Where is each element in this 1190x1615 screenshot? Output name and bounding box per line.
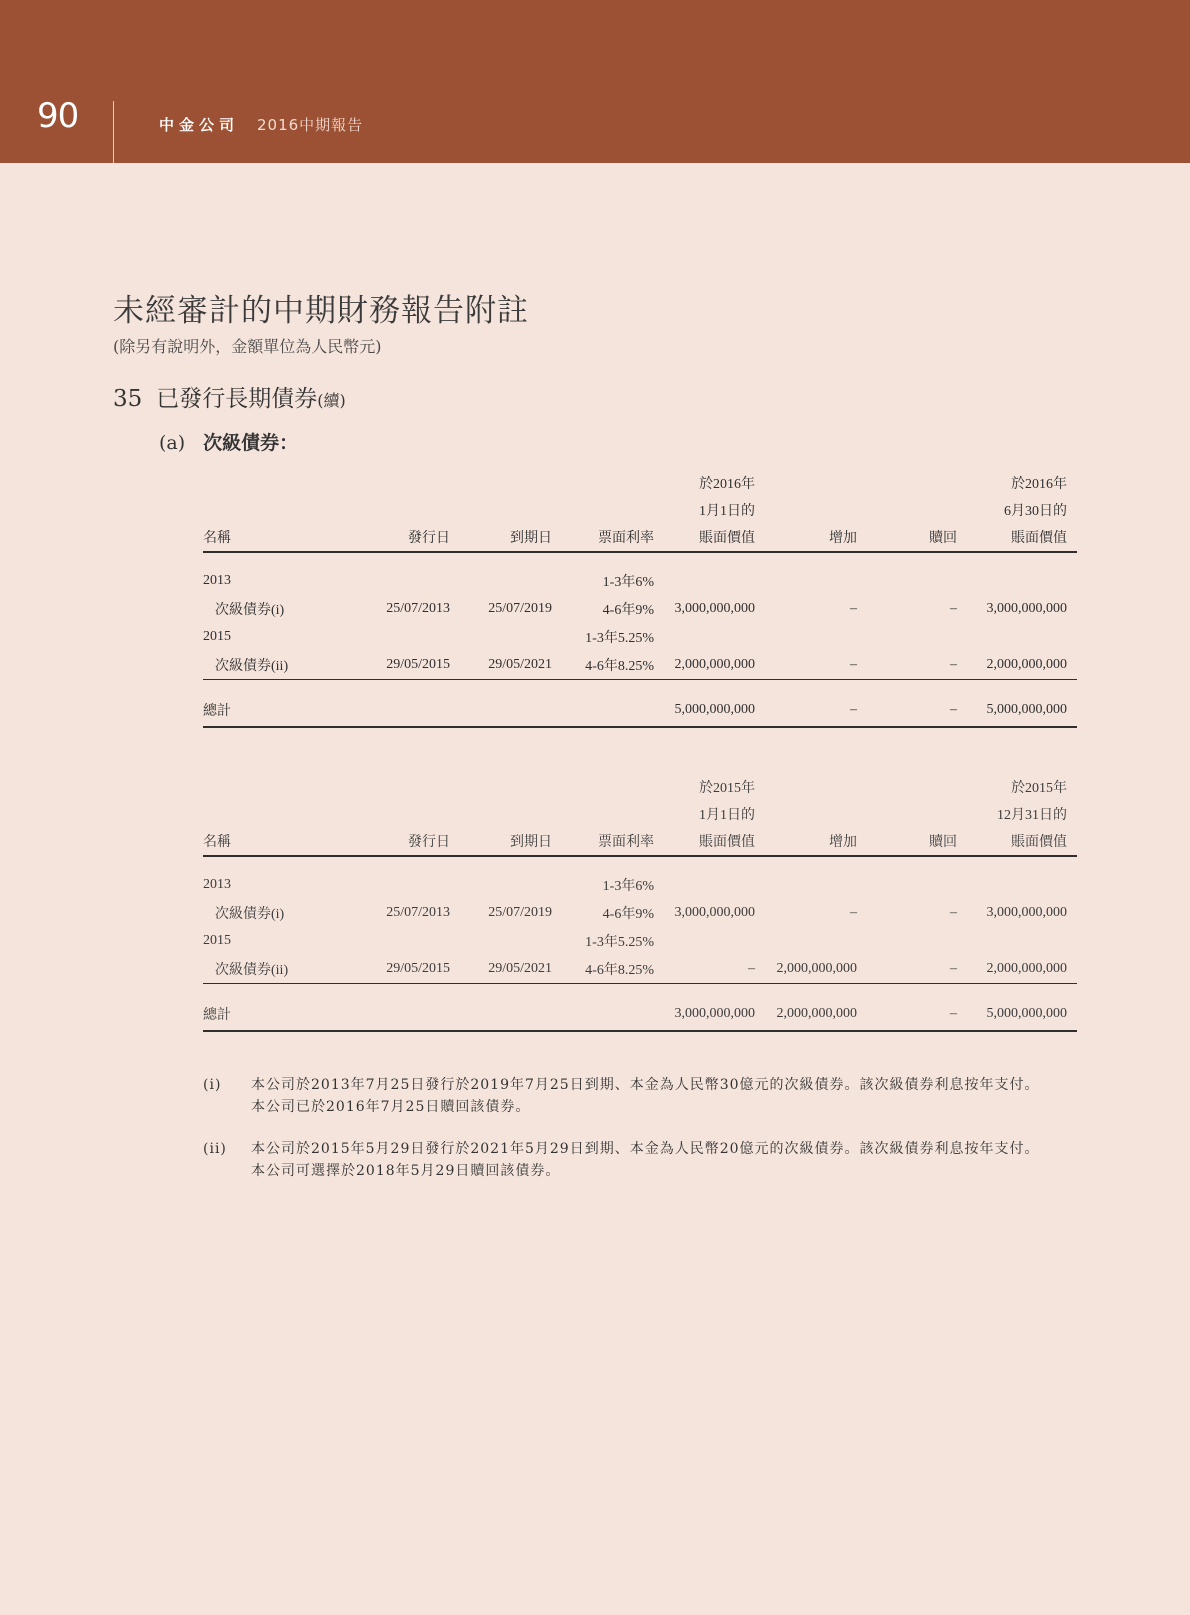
header-row (203, 824, 1077, 856)
table-cell (460, 466, 562, 493)
table-cell: 到期日 (460, 520, 562, 552)
footnote-line: 本公司可選擇於2018年5月29日贖回該債券。 (251, 1163, 561, 1179)
banner-divider (113, 101, 114, 163)
table-cell: 2,000,000,000 (967, 955, 1077, 984)
table-cell: 到期日 (460, 824, 562, 856)
table-cell (364, 567, 460, 595)
table-cell: 賬面價值 (664, 520, 765, 552)
table-cell: 12月31日的 (997, 808, 1067, 823)
table-cell (867, 493, 967, 520)
company-name: 中金公司 (159, 116, 240, 134)
table-cell (364, 927, 460, 955)
table-cell: 於2015年 (1011, 781, 1067, 796)
table-cell: 次級債券(i) (215, 907, 285, 922)
footnote-mark: (ii) (203, 1141, 227, 1157)
table-cell (765, 871, 867, 899)
table-cell (765, 770, 867, 797)
table-cell (203, 770, 364, 797)
table-cell: 3,000,000,000 (674, 601, 755, 616)
table-cell: 4-6年8.25% (562, 651, 664, 680)
table-cell (562, 797, 664, 824)
table-cell: 25/07/2019 (488, 905, 552, 920)
table-cell (460, 493, 562, 520)
table-cell: 於2016年 (699, 477, 755, 492)
spacer-row (203, 680, 1077, 695)
section-number: 35 (113, 386, 143, 412)
table-cell (460, 927, 562, 955)
table-cell: 次級債券(i) (215, 603, 285, 618)
table-cell (203, 466, 364, 493)
header-row (203, 466, 1077, 493)
footnote (203, 1138, 1083, 1182)
table-cell: 2013 (203, 877, 231, 892)
table-cell (460, 871, 562, 899)
table-cell: 發行日 (364, 824, 460, 856)
table-cell (967, 927, 1077, 955)
table-cell (765, 493, 867, 520)
table-cell: 5,000,000,000 (967, 998, 1077, 1031)
table-cell: 5,000,000,000 (664, 694, 765, 727)
table-cell (765, 466, 867, 493)
footnote-line: 本公司於2013年7月25日發行於2019年7月25日到期、本金為人民幣30億元的次級債券。該次級債券利息按年支付。 (251, 1077, 1040, 1093)
table-cell: 增加 (765, 520, 867, 552)
subsection-label: (a) (159, 432, 186, 454)
header-row (203, 493, 1077, 520)
table-cell (460, 623, 562, 651)
footnote (203, 1074, 1083, 1118)
table-cell: 25/07/2019 (488, 601, 552, 616)
table-cell (460, 797, 562, 824)
table-cell (364, 797, 460, 824)
table-cell: 5,000,000,000 (967, 694, 1077, 727)
table-cell (867, 623, 967, 651)
table-row (203, 899, 1077, 927)
section-continued: (續) (317, 391, 346, 410)
table-cell: 總計 (203, 998, 364, 1031)
table-cell: 發行日 (364, 520, 460, 552)
table-cell (203, 493, 364, 520)
footnotes (203, 1074, 1083, 1202)
spacer-row (203, 984, 1077, 999)
section-name: 已發行長期債券 (156, 386, 318, 412)
table-cell (460, 770, 562, 797)
table-cell: – (850, 905, 857, 920)
table-cell: 2015 (203, 933, 231, 948)
table-cell: – (765, 694, 867, 727)
table-cell: 3,000,000,000 (664, 998, 765, 1031)
table-cell: 1月1日的 (699, 504, 755, 519)
page-number: 90 (37, 96, 79, 136)
table-cell (765, 797, 867, 824)
table-row (203, 595, 1077, 623)
table-cell: 次級債券(ii) (203, 955, 364, 984)
table-cell: – (867, 955, 967, 984)
footnote-mark: (i) (203, 1077, 222, 1093)
table-row (203, 567, 1077, 595)
table-cell: 4-6年9% (602, 603, 654, 618)
table-cell (562, 466, 664, 493)
table-cell: 1-3年6% (602, 575, 654, 590)
page-subtitle: (除另有說明外，金額單位為人民幣元) (113, 337, 382, 356)
table-row (203, 623, 1077, 651)
table-cell: 4-6年8.25% (562, 955, 664, 984)
table-cell (203, 797, 364, 824)
table-cell: 6月30日的 (1004, 504, 1067, 519)
table-cell: 名稱 (203, 824, 364, 856)
table-cell: 1-3年5.25% (585, 935, 654, 950)
table-cell: – (664, 955, 765, 984)
table-row (203, 871, 1077, 899)
table-cell: 25/07/2013 (386, 905, 450, 920)
table-cell (364, 466, 460, 493)
table-cell (562, 770, 664, 797)
table-cell (364, 493, 460, 520)
table-cell: 票面利率 (562, 824, 664, 856)
table-cell: 25/07/2013 (386, 601, 450, 616)
header-row (203, 520, 1077, 552)
table-cell: 29/05/2021 (460, 955, 562, 984)
table-cell: – (867, 694, 967, 727)
table-cell: 2013 (203, 573, 231, 588)
table-cell: 29/05/2015 (364, 955, 460, 984)
header-row (203, 797, 1077, 824)
header-banner (0, 0, 1190, 163)
table-cell: 次級債券(ii) (203, 651, 364, 680)
table-cell: 3,000,000,000 (674, 905, 755, 920)
table-cell: – (950, 905, 957, 920)
bond-table-2016 (203, 466, 1077, 728)
table-cell: – (950, 601, 957, 616)
table-cell (664, 623, 765, 651)
table-cell: 贖回 (867, 520, 967, 552)
spacer-row (203, 856, 1077, 871)
table-cell (364, 871, 460, 899)
table-cell: 於2016年 (1011, 477, 1067, 492)
total-row (203, 998, 1077, 1031)
table-row (203, 955, 1077, 984)
table-cell: 2,000,000,000 (967, 651, 1077, 680)
report-name: 2016中期報告 (257, 116, 364, 134)
table-cell: 2015 (203, 629, 231, 644)
table-cell: 2,000,000,000 (664, 651, 765, 680)
table-cell (867, 466, 967, 493)
table-cell: 4-6年9% (602, 907, 654, 922)
total-row (203, 694, 1077, 727)
table-cell (967, 871, 1077, 899)
table-cell (967, 567, 1077, 595)
table-cell (867, 871, 967, 899)
table-cell: 1-3年6% (602, 879, 654, 894)
table-cell: 贖回 (867, 824, 967, 856)
subsection-name: 次級債券： (203, 432, 299, 454)
table-cell (664, 927, 765, 955)
table-cell: 增加 (765, 824, 867, 856)
table-cell (765, 567, 867, 595)
section-heading (113, 380, 346, 413)
table-cell: 29/05/2021 (460, 651, 562, 680)
table-cell (460, 567, 562, 595)
table-cell: 總計 (203, 694, 364, 727)
table-cell: 1-3年5.25% (585, 631, 654, 646)
subsection-heading (159, 428, 298, 455)
table-cell: 賬面價值 (967, 824, 1077, 856)
table-cell (765, 623, 867, 651)
table-cell: 票面利率 (562, 520, 664, 552)
table-cell: – (765, 651, 867, 680)
table-cell (364, 694, 460, 727)
table-cell (364, 623, 460, 651)
table-cell: 3,000,000,000 (986, 905, 1067, 920)
table-row (203, 927, 1077, 955)
table-cell: – (850, 601, 857, 616)
table-cell (867, 567, 967, 595)
table-cell (562, 694, 664, 727)
table-cell: 2,000,000,000 (765, 998, 867, 1031)
table-cell: 1月1日的 (699, 808, 755, 823)
table-cell: 3,000,000,000 (986, 601, 1067, 616)
table-cell (364, 770, 460, 797)
spacer-row (203, 552, 1077, 567)
table-cell (664, 567, 765, 595)
table-cell: 於2015年 (699, 781, 755, 796)
table-cell (562, 998, 664, 1031)
table-cell: 賬面價值 (967, 520, 1077, 552)
footnote-line: 本公司已於2016年7月25日贖回該債券。 (251, 1099, 531, 1115)
page-title: 未經審計的中期財務報告附註 (113, 293, 529, 329)
table-row (203, 651, 1077, 680)
table-cell (664, 871, 765, 899)
table-cell (460, 694, 562, 727)
table-cell: – (867, 998, 967, 1031)
table-cell (867, 770, 967, 797)
table-cell: 29/05/2015 (364, 651, 460, 680)
table-cell (765, 927, 867, 955)
table-cell (867, 797, 967, 824)
header-row (203, 770, 1077, 797)
table-cell (967, 623, 1077, 651)
table-cell (460, 998, 562, 1031)
table-cell (867, 927, 967, 955)
table-cell: 賬面價值 (664, 824, 765, 856)
table-cell: – (867, 651, 967, 680)
table-cell (364, 998, 460, 1031)
footnote-line: 本公司於2015年5月29日發行於2021年5月29日到期、本金為人民幣20億元的次級債券。該次級債券利息按年支付。 (251, 1141, 1040, 1157)
bond-table-2015 (203, 770, 1077, 1032)
table-cell: 名稱 (203, 520, 364, 552)
table-cell (562, 493, 664, 520)
table-cell: 2,000,000,000 (765, 955, 867, 984)
